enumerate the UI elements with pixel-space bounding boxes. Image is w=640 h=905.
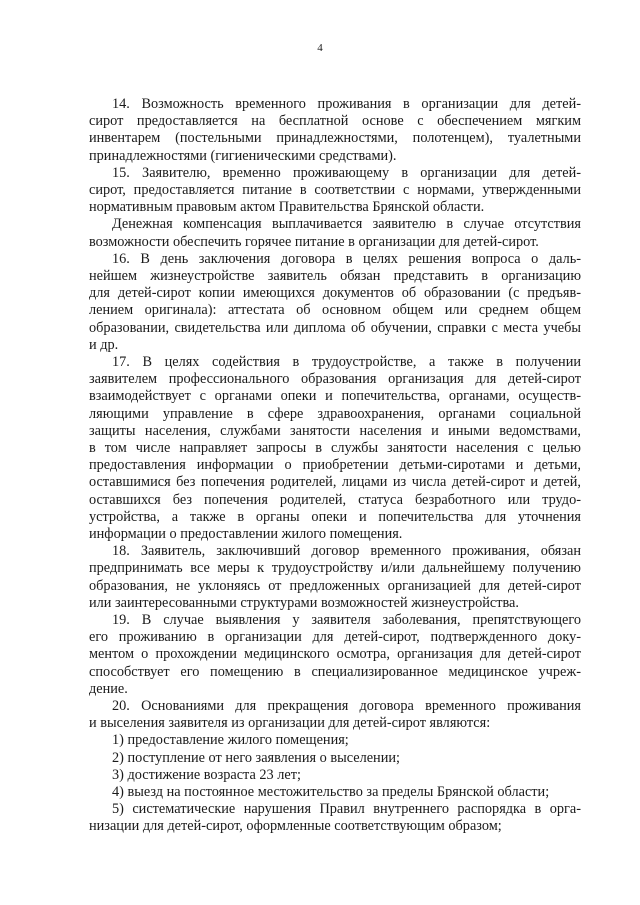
paragraph-p20-line: 20. Основаниями для прекращения договора временного проживания — [112, 698, 581, 714]
paragraph-p20-3-line: 3) достижение возраста 23 лет; — [112, 766, 301, 783]
paragraph-p15-compensation-line: возможности обеспечить горячее питание в организации для детей-сирот. — [89, 233, 539, 250]
paragraph-p17-line: в том числе направляет запросы в службы занятости населения с целью — [89, 440, 581, 456]
paragraph-p17-line: оставшихся без попечения родителей, статуса безработного или трудо- — [89, 491, 581, 508]
paragraph-p19-line: 19. В случае выявления у заявителя заболевания, препятствующего — [112, 612, 581, 628]
paragraph-p19-line: дение. — [89, 680, 128, 697]
paragraph-p17-line: информации о предоставлении жилого помещения. — [89, 526, 403, 542]
paragraph-p20-line: и выселения заявителя из организации для детей-сирот являются: — [89, 715, 491, 732]
paragraph-p18-line: 18. Заявитель, заключивший договор временного проживания, обязан — [112, 543, 581, 560]
page-number: 4 — [317, 42, 323, 54]
paragraph-p20-5-line: 5) систематические нарушения Правил внутреннего распорядка в орга- — [112, 801, 581, 818]
paragraph-p15-line: нормативным правовым актом Правительства Брянской области. — [89, 199, 485, 216]
paragraph-p15-line: 15. Заявителю, временно проживающему в организации для детей- — [112, 164, 581, 181]
paragraph-p16-line: и др. — [89, 336, 119, 353]
paragraph-p16-line: образовании, свидетельства или диплома об обучении, справки с места учебы — [89, 319, 581, 336]
paragraph-p20-5-line: низации для детей-сирот, оформленные соответствующим образом; — [89, 818, 502, 835]
paragraph-p15-line: сирот, предоставляется питание в соответствии с нормами, утвержденными — [89, 182, 581, 198]
paragraph-p18-line: образования, не уклоняясь от предложенных организацией для детей-сирот — [89, 577, 581, 594]
paragraph-p17-line: оставшимися без попечения родителей, лицами из числа детей-сирот и детей, — [89, 474, 581, 491]
paragraph-p18-line: предпринимать все меры к трудоустройству и/или дальнейшему получению — [89, 560, 581, 577]
paragraph-p14-line: инвентарем (постельными принадлежностями, полотенцем), туалетными — [89, 130, 581, 147]
paragraph-p19-line: ментом о прохождении медицинского осмотра, организация для детей-сирот — [89, 646, 581, 663]
paragraph-p16-line: лением оригинала): аттестата об основном общем или среднем общем — [89, 302, 581, 319]
paragraph-p17-line: заявителем профессионального образования организация для детей-сирот — [89, 371, 581, 388]
paragraph-p19-line: его проживанию в организации для детей-сирот, подтвержденного доку- — [89, 629, 581, 646]
paragraph-p20-1-line: 1) предоставление жилого помещения; — [112, 732, 349, 749]
paragraph-p17-line: защиты населения, службами занятости населения и иными ведомствами, — [89, 422, 581, 439]
paragraph-p17-line: устройства, а также в органы опеки и попечительства для уточнения — [89, 508, 581, 525]
paragraph-p16-line: для детей-сирот копии имеющихся документов об образовании (с предъяв- — [89, 285, 581, 302]
paragraph-p16-line: 16. В день заключения договора в целях решения вопроса о даль- — [112, 250, 581, 267]
paragraph-p15-compensation-line: Денежная компенсация выплачивается заявителю в случае отсутствия — [112, 216, 581, 233]
paragraph-p20-4-line: 4) выезд на постоянное местожительство за пределы Брянской области; — [112, 784, 550, 800]
paragraph-p14-line: принадлежностями (гигиеническими средствами). — [89, 147, 397, 164]
paragraph-p20-2-line: 2) поступление от него заявления о выселении; — [112, 749, 400, 766]
paragraph-p14-line: 14. Возможность временного проживания в организации для детей- — [112, 96, 581, 112]
paragraph-p17-line: 17. В целях содействия в трудоустройстве, а также в получении — [112, 354, 581, 370]
paragraph-p16-line: нейшем жизнеустройстве заявитель обязан представить в организацию — [89, 268, 581, 284]
paragraph-p14-line: сирот предоставляется на бесплатной основе с обеспечением мягким — [89, 113, 581, 130]
paragraph-p17-line: ляющими управление в сфере здравоохранения, органами социальной — [89, 405, 581, 422]
paragraph-p19-line: способствует его помещению в специализированное медицинское учреж- — [89, 663, 581, 680]
paragraph-p17-line: предоставления информации о приобретении детьми-сиротами и детьми, — [89, 457, 581, 474]
paragraph-p17-line: взаимодействует с органами опеки и попечительства, органами, осуществ- — [89, 388, 581, 405]
paragraph-p18-line: или заинтересованными структурами возможностей жизнеустройства. — [89, 594, 519, 611]
